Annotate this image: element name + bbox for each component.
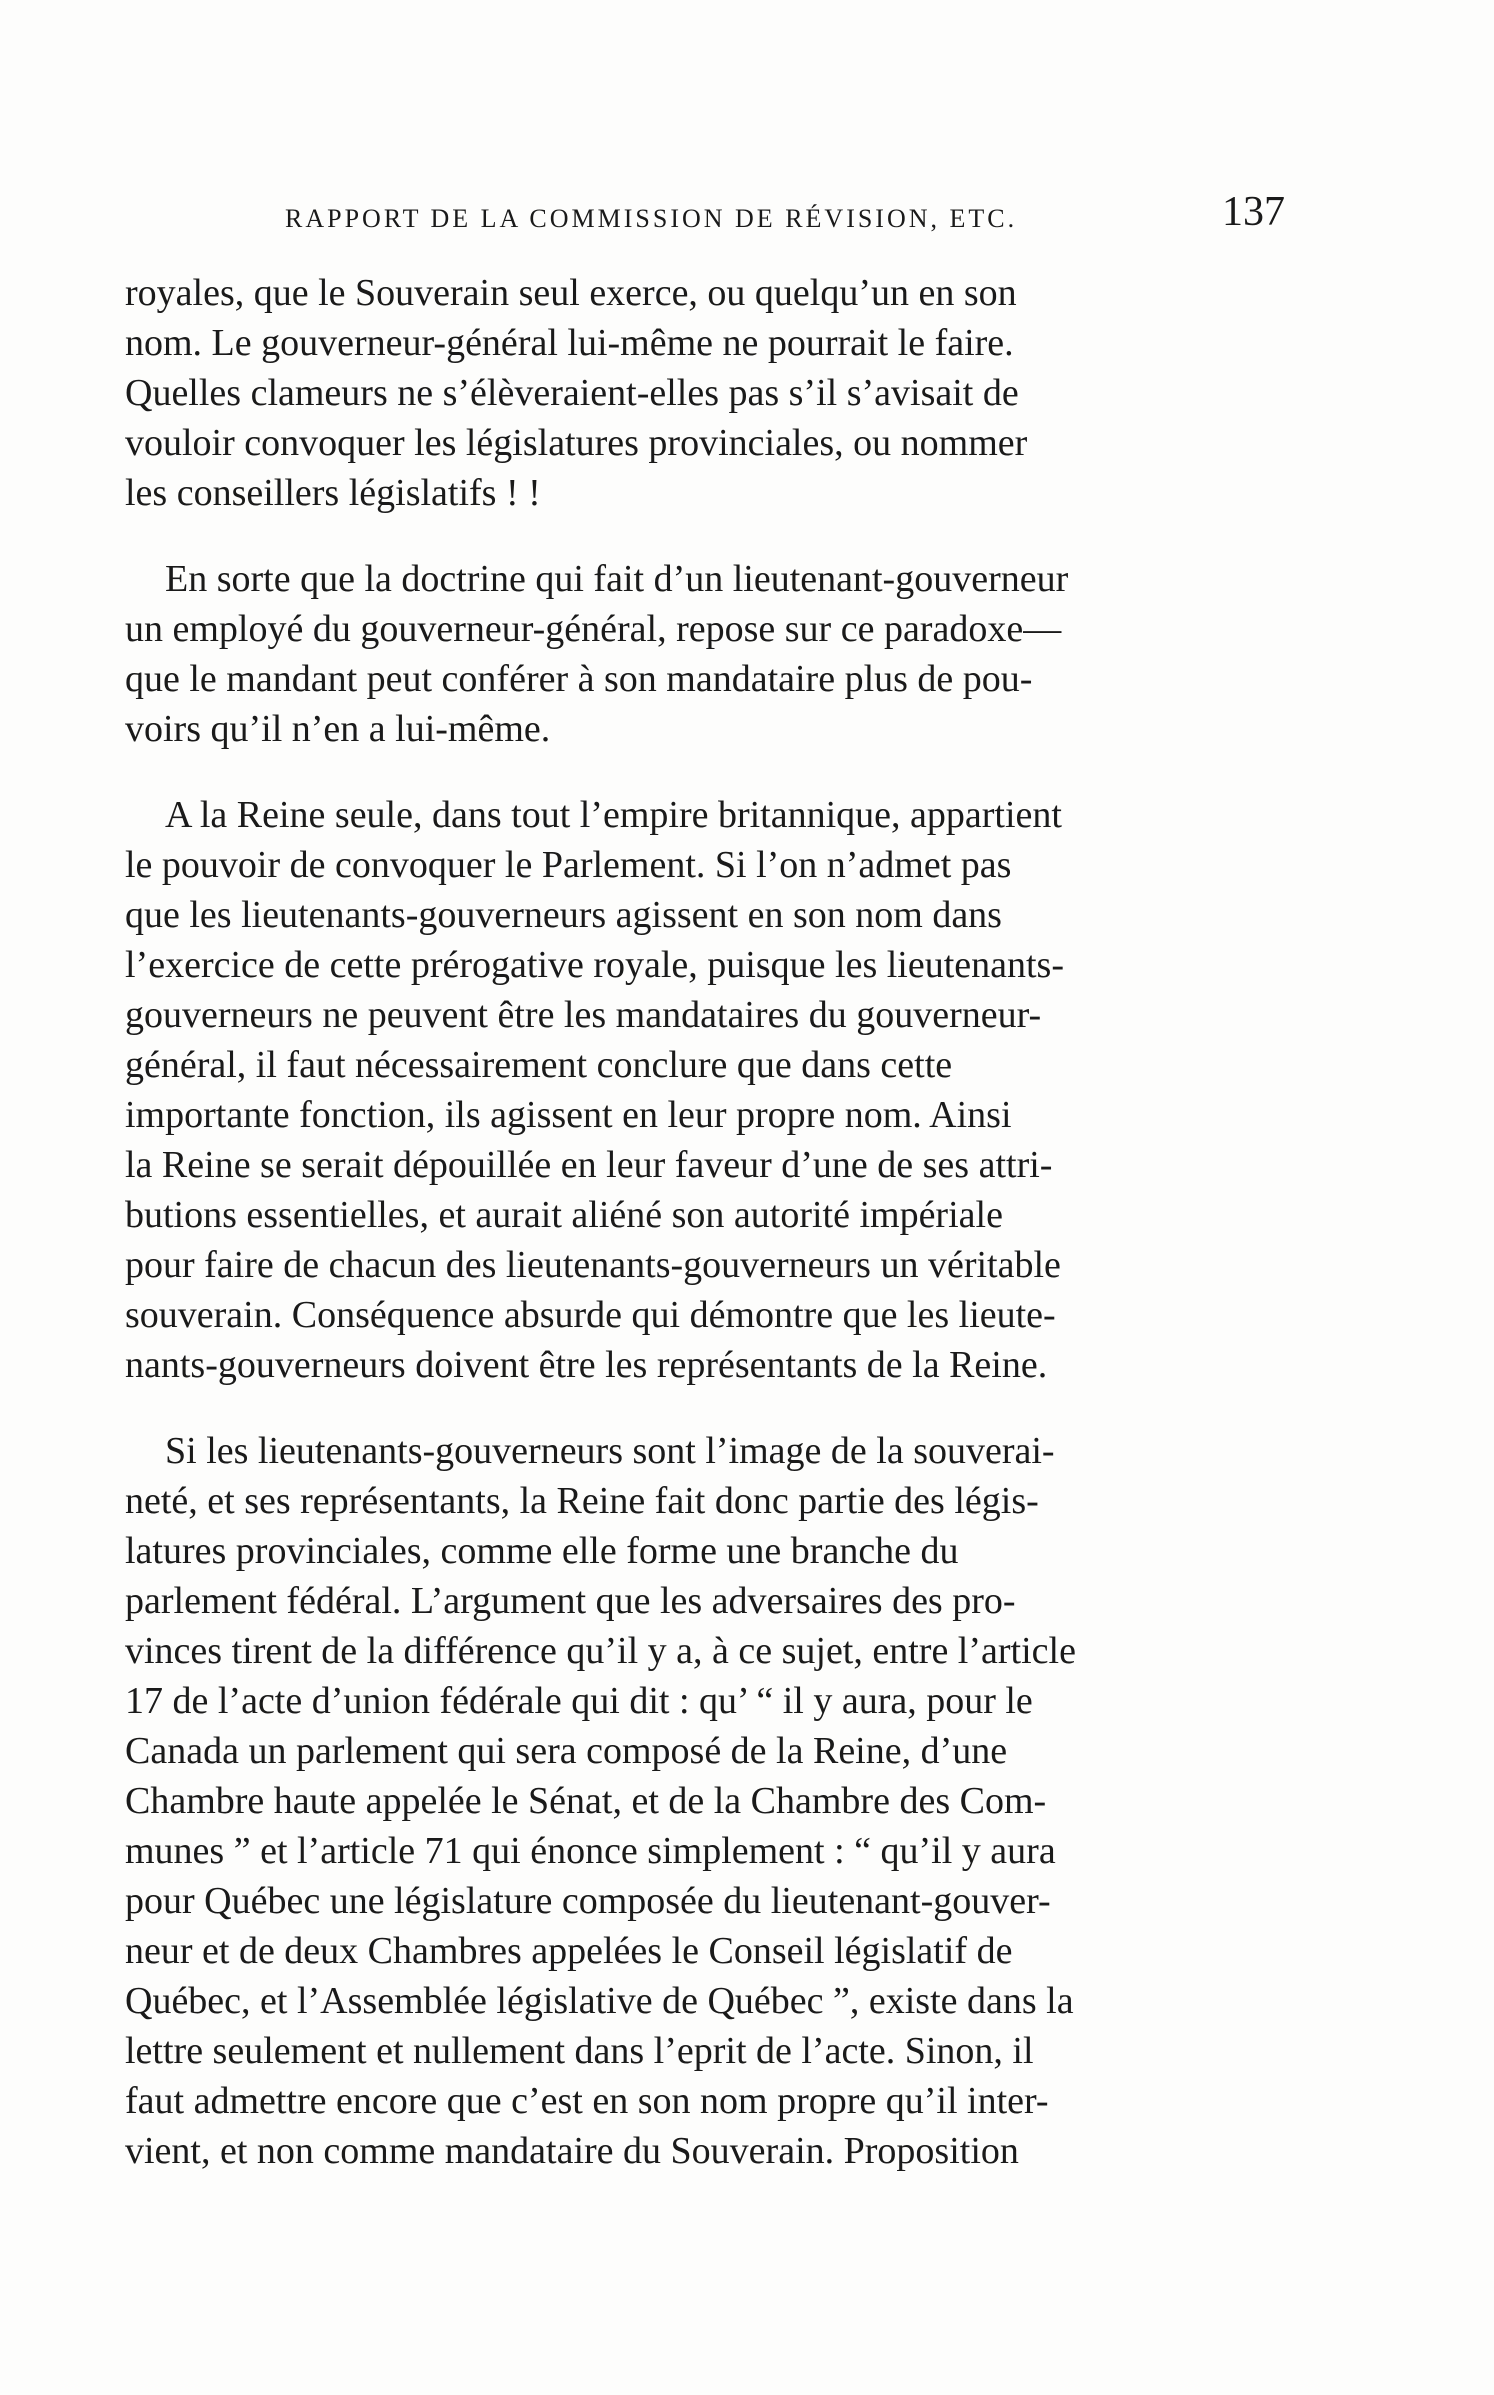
text-line: souverain. Conséquence absurde qui démontre que les lieute-: [125, 1294, 1056, 1336]
text-line: un employé du gouverneur-général, repose sur ce paradoxe—: [125, 608, 1062, 650]
page-number: 137: [1222, 189, 1285, 235]
text-line: parlement fédéral. L’argument que les adversaires des pro-: [125, 1580, 1016, 1622]
text-line: royales, que le Souverain seul exerce, ou quelqu’un en son: [125, 272, 1017, 314]
body-text: [125, 268, 1285, 2176]
text-line: neur et de deux Chambres appelées le Conseil législatif de: [125, 1930, 1013, 1972]
text-line: pour faire de chacun des lieutenants-gouverneurs un véritable: [125, 1244, 1061, 1286]
paragraph: [125, 268, 1285, 518]
text-line: importante fonction, ils agissent en leur propre nom. Ainsi: [125, 1094, 1012, 1136]
paragraph: [125, 1426, 1285, 2176]
text-line: vouloir convoquer les législatures provinciales, ou nommer: [125, 422, 1028, 464]
paragraph: [125, 554, 1285, 754]
text-line: les conseillers législatifs ! !: [125, 472, 541, 514]
text-line: que les lieutenants-gouverneurs agissent en son nom dans: [125, 894, 1002, 936]
text-line: Chambre haute appelée le Sénat, et de la Chambre des Com-: [125, 1780, 1047, 1822]
text-line: le pouvoir de convoquer le Parlement. Si l’on n’admet pas: [125, 844, 1012, 886]
text-line: nants-gouverneurs doivent être les représentants de la Reine.: [125, 1344, 1048, 1386]
text-line: lettre seulement et nullement dans l’eprit de l’acte. Sinon, il: [125, 2030, 1034, 2072]
text-line: général, il faut nécessairement conclure que dans cette: [125, 1044, 953, 1086]
text-line: 17 de l’acte d’union fédérale qui dit : qu’ “ il y aura, pour le: [125, 1680, 1033, 1722]
text-line: Quelles clameurs ne s’élèveraient-elles pas s’il s’avisait de: [125, 372, 1019, 414]
text-line: faut admettre encore que c’est en son nom propre qu’il inter-: [125, 2080, 1049, 2122]
text-line: nom. Le gouverneur-général lui-même ne pourrait le faire.: [125, 322, 1014, 364]
text-line: que le mandant peut conférer à son mandataire plus de pou-: [125, 658, 1033, 700]
text-line: vient, et non comme mandataire du Souverain. Proposition: [125, 2130, 1019, 2172]
running-title: RAPPORT DE LA COMMISSION DE RÉVISION, ETC.: [285, 204, 1018, 233]
text-line: gouverneurs ne peuvent être les mandataires du gouverneur-: [125, 994, 1042, 1036]
text-line: Québec, et l’Assemblée législative de Québec ”, existe dans la: [125, 1980, 1074, 2022]
text-line: l’exercice de cette prérogative royale, puisque les lieutenants-: [125, 944, 1064, 986]
text-line: la Reine se serait dépouillée en leur faveur d’une de ses attri-: [125, 1144, 1053, 1186]
text-line: munes ” et l’article 71 qui énonce simplement : “ qu’il y aura: [125, 1830, 1056, 1872]
paragraph: [125, 790, 1285, 1390]
text-line: neté, et ses représentants, la Reine fait donc partie des légis-: [125, 1480, 1039, 1522]
text-line: Si les lieutenants-gouverneurs sont l’image de la souverai-: [165, 1430, 1055, 1472]
text-line: pour Québec une législature composée du lieutenant-gouver-: [125, 1880, 1051, 1922]
text-line: vinces tirent de la différence qu’il y a, à ce sujet, entre l’article: [125, 1630, 1076, 1672]
running-header: [125, 188, 1285, 248]
text-line: voirs qu’il n’en a lui-même.: [125, 708, 551, 750]
text-line: A la Reine seule, dans tout l’empire britannique, appartient: [165, 794, 1062, 836]
text-line: butions essentielles, et aurait aliéné son autorité impériale: [125, 1194, 1003, 1236]
text-line: Canada un parlement qui sera composé de la Reine, d’une: [125, 1730, 1008, 1772]
text-line: En sorte que la doctrine qui fait d’un lieutenant-gouverneur: [165, 558, 1069, 600]
text-line: latures provinciales, comme elle forme une branche du: [125, 1530, 959, 1572]
